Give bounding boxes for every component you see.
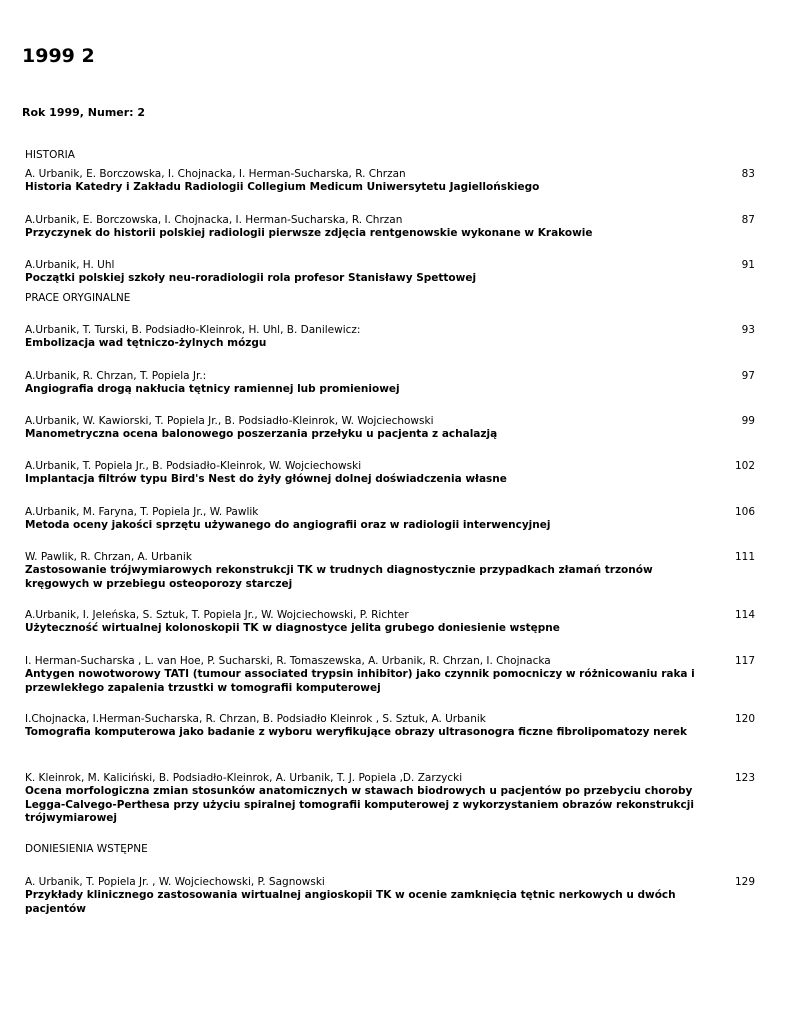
entry-page-number: 120 — [734, 713, 755, 725]
entry-authors: A.Urbanik, E. Borczowska, I. Chojnacka, I. Herman-Sucharska, R. Chrzan — [25, 214, 403, 226]
entry-authors: A.Urbanik, T. Turski, B. Podsiadło-Kleinrok, H. Uhl, B. Danilewicz: — [25, 324, 361, 336]
entry-authors: A.Urbanik, T. Popiela Jr., B. Podsiadło-Kleinrok, W. Wojciechowski — [25, 460, 362, 472]
toc-entry[interactable] — [25, 506, 765, 533]
entry-page-number: 83 — [741, 168, 755, 180]
entry-title-link[interactable]: Ocena morfologiczna zmian stosunków anatomicznych w stawach biodrowych u pacjentów po przebyciu choroby Legga-Calvego-Perthesa przy użyciu spiralnej tomografii komputerowej z wykorzystaniem obrazów rekonstrukcji trójwymiarowej — [25, 785, 694, 824]
toc-entry[interactable] — [25, 609, 765, 636]
entry-title-link[interactable]: Metoda oceny jakości sprzętu używanego do angiografii oraz w radiologii interwencyjnej — [25, 519, 551, 531]
entry-authors: A.Urbanik, H. Uhl — [25, 259, 115, 271]
section-heading-historia: HISTORIA — [25, 149, 75, 161]
issue-subtitle: Rok 1999, Numer: 2 — [22, 106, 146, 119]
toc-entry[interactable] — [25, 415, 765, 442]
entry-title-link[interactable]: Implantacja filtrów typu Bird's Nest do żyły głównej dolnej doświadczenia własne — [25, 473, 507, 485]
toc-entry[interactable] — [25, 655, 765, 695]
toc-entry[interactable] — [25, 214, 765, 241]
entry-page-number: 129 — [734, 876, 755, 888]
section-heading-prace-oryginalne: PRACE ORYGINALNE — [25, 292, 131, 304]
entry-authors: A.Urbanik, M. Faryna, T. Popiela Jr., W. Pawlik — [25, 506, 259, 518]
entry-title-link[interactable]: Przykłady klinicznego zastosowania wirtualnej angioskopii TK w ocenie zamknięcia tętnic nerkowych u dwóch pacjentów — [25, 889, 676, 915]
section-heading-doniesienia-wstepne: DONIESIENIA WSTĘPNE — [25, 843, 148, 855]
entry-page-number: 123 — [734, 772, 755, 784]
entry-authors: A. Urbanik, E. Borczowska, I. Chojnacka, I. Herman-Sucharska, R. Chrzan — [25, 168, 406, 180]
toc-entry[interactable] — [25, 713, 765, 740]
entry-authors: A.Urbanik, I. Jeleńska, S. Sztuk, T. Popiela Jr., W. Wojciechowski, P. Richter — [25, 609, 409, 621]
entry-authors: I.Chojnacka, I.Herman-Sucharska, R. Chrzan, B. Podsiadło Kleinrok , S. Sztuk, A. Urbanik — [25, 713, 486, 725]
entry-title-link[interactable]: Przyczynek do historii polskiej radiologii pierwsze zdjęcia rentgenowskie wykonane w Krakowie — [25, 227, 593, 239]
toc-entry[interactable] — [25, 772, 765, 826]
toc-entry[interactable] — [25, 460, 765, 487]
entry-page-number: 93 — [741, 324, 755, 336]
entry-title-link[interactable]: Użyteczność wirtualnej kolonoskopii TK w diagnostyce jelita grubego doniesienie wstępne — [25, 622, 560, 634]
entry-authors: A. Urbanik, T. Popiela Jr. , W. Wojciechowski, P. Sagnowski — [25, 876, 325, 888]
entry-page-number: 114 — [734, 609, 755, 621]
toc-entry[interactable] — [25, 876, 765, 916]
toc-entry[interactable] — [25, 551, 765, 591]
entry-title-link[interactable]: Embolizacja wad tętniczo-żylnych mózgu — [25, 337, 267, 349]
entry-page-number: 117 — [734, 655, 755, 667]
entry-page-number: 102 — [734, 460, 755, 472]
entry-title-link[interactable]: Początki polskiej szkoły neu-roradiologii rola profesor Stanisławy Spettowej — [25, 272, 477, 284]
entry-authors: A.Urbanik, R. Chrzan, T. Popiela Jr.: — [25, 370, 207, 382]
entry-authors: A.Urbanik, W. Kawiorski, T. Popiela Jr., B. Podsiadło-Kleinrok, W. Wojciechowski — [25, 415, 434, 427]
toc-entry[interactable] — [25, 168, 765, 195]
entry-page-number: 87 — [741, 214, 755, 226]
entry-title-link[interactable]: Historia Katedry i Zakładu Radiologii Collegium Medicum Uniwersytetu Jagiellońskiego — [25, 181, 540, 193]
entry-authors: W. Pawlik, R. Chrzan, A. Urbanik — [25, 551, 192, 563]
entry-authors: I. Herman-Sucharska , L. van Hoe, P. Sucharski, R. Tomaszewska, A. Urbanik, R. Chrzan, I. Chojnacka — [25, 655, 551, 667]
entry-page-number: 111 — [734, 551, 755, 563]
toc-entry[interactable] — [25, 259, 765, 286]
entry-page-number: 97 — [741, 370, 755, 382]
entry-title-link[interactable]: Manometryczna ocena balonowego poszerzania przełyku u pacjenta z achalazją — [25, 428, 498, 440]
entry-title-link[interactable]: Angiografia drogą nakłucia tętnicy ramiennej lub promieniowej — [25, 383, 400, 395]
entry-page-number: 106 — [734, 506, 755, 518]
page-title: 1999 2 — [22, 45, 95, 67]
toc-entry[interactable] — [25, 370, 765, 397]
entry-page-number: 99 — [741, 415, 755, 427]
entry-title-link[interactable]: Antygen nowotworowy TATI (tumour associated trypsin inhibitor) jako czynnik pomocniczy w różnicowaniu raka i przewlekłego zapalenia trzustki w tomografii komputerowej — [25, 668, 695, 694]
toc-entry[interactable] — [25, 324, 765, 351]
entry-title-link[interactable]: Zastosowanie trójwymiarowych rekonstrukcji TK w trudnych diagnostycznie przypadkach złamań trzonów kręgowych w przebiegu osteoporozy starczej — [25, 564, 653, 590]
entry-authors: K. Kleinrok, M. Kaliciński, B. Podsiadło-Kleinrok, A. Urbanik, T. J. Popiela ,D. Zarzycki — [25, 772, 463, 784]
entry-page-number: 91 — [741, 259, 755, 271]
entry-title-link[interactable]: Tomografia komputerowa jako badanie z wyboru weryfikujące obrazy ultrasonogra ficzne fibrolipomatozy nerek — [25, 726, 687, 738]
